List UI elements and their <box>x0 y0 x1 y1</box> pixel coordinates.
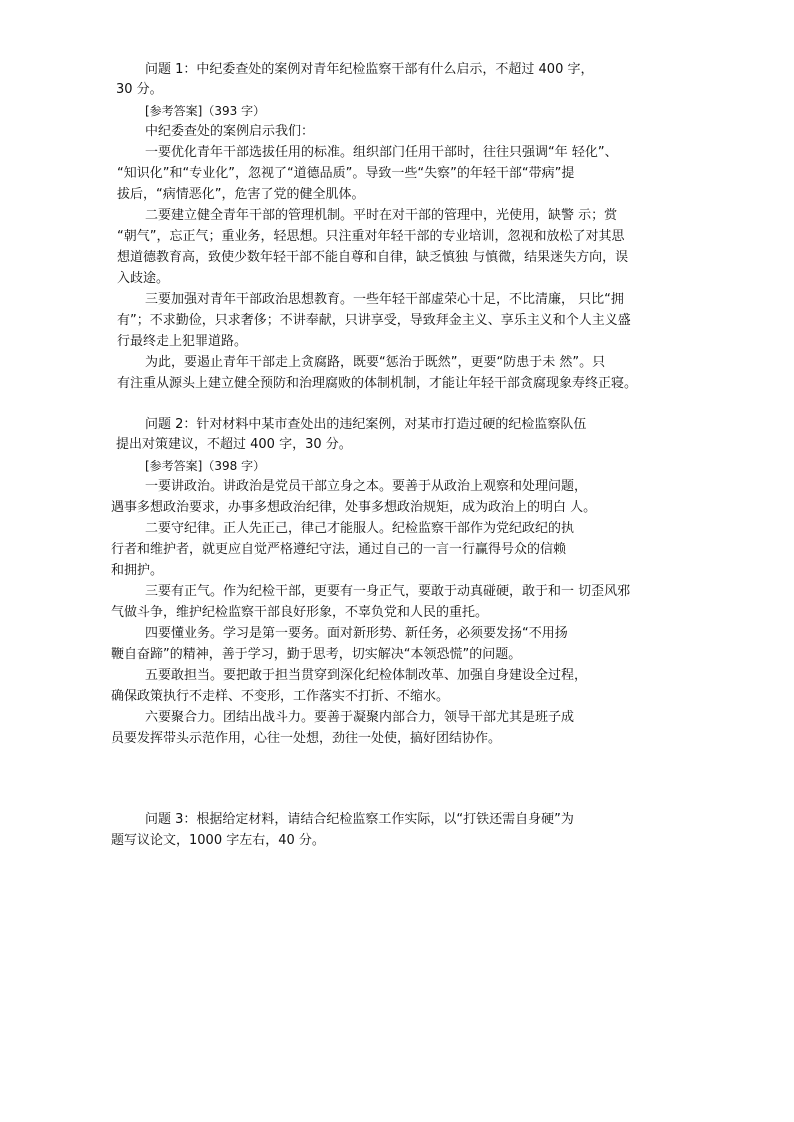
q2-answer-label: [参考答案]（398 字） <box>145 459 266 473</box>
q1-body-line-11: 行最终走上犯罪道路。 <box>117 334 248 349</box>
q1-body-line-10: 有”；不求勤俭，只求奢侈；不讲奉献，只讲享受，导致拜金主义、享乐主义和个人主义盛 <box>117 313 631 328</box>
q2-title-line-1: 问题 2：针对材料中某市查处出的违纪案例，对某市打造过硬的纪检监察队伍 <box>145 417 587 432</box>
q2-body-line-10: 五要敢担当。要把敢于担当贯穿到深化纪检体制改革、加强自身建设全过程， <box>145 668 588 683</box>
q2-body-line-5: 和拥护。 <box>111 563 164 578</box>
q2-body-line-1: 一要讲政治。讲政治是党员干部立身之本。要善于从政治上观察和处理问题， <box>145 479 588 494</box>
q1-body-line-4: 拔后，“病情恶化”，危害了党的健全肌体。 <box>117 187 365 202</box>
q1-body-line-1: 中纪委查处的案例启示我们： <box>145 124 315 139</box>
q2-body-line-9: 鞭自奋蹄”的精神，善于学习，勤于思考，切实解决“本领恐慌”的问题。 <box>111 647 522 662</box>
q2-body-line-2: 遇事多想政治要求，办事多想政治纪律，处事多想政治规矩，成为政治上的明白 人。 <box>111 500 597 515</box>
q1-body-line-2: 一要优化青年干部选拔任用的标准。组织部门任用干部时，往往只强调“年 轻化”、 <box>145 145 618 160</box>
q2-body-line-3: 二要守纪律。正人先正己，律己才能服人。纪检监察干部作为党纪政纪的执 <box>145 521 575 536</box>
q1-body-line-7: 想道德教育高，致使少数年轻干部不能自尊和自律，缺乏慎独 与慎微，结果迷失方向，误 <box>117 250 629 265</box>
q1-body-line-3: “知识化”和“专业化”，忽视了“道德品质”。导致一些“失察”的年轻干部“带病”提 <box>117 166 575 181</box>
q2-body-line-12: 六要聚合力。团结出战斗力。要善于凝聚内部合力，领导干部尤其是班子成 <box>145 710 575 725</box>
q1-body-line-5: 二要建立健全青年干部的管理机制。平时在对干部的管理中，光使用，缺警 示；赏 <box>145 208 618 223</box>
q2-body-line-8: 四要懂业务。学习是第一要务。面对新形势、新任务，必须要发扬“不用扬 <box>145 626 568 641</box>
q1-body-line-6: “朝气”，忘正气；重业务，轻思想。只注重对年轻干部的专业培训，忽视和放松了对其思 <box>117 229 625 244</box>
q2-title-line-2: 提出对策建议，不超过 400 字，30 分。 <box>116 437 352 452</box>
q1-answer-label: [参考答案]（393 字） <box>145 104 266 118</box>
q1-body-line-8: 入歧途。 <box>117 271 170 286</box>
q2-body-line-7: 气做斗争，维护纪检监察干部良好形象，不辜负党和人民的重托。 <box>111 605 489 620</box>
q3-title-line-2: 题写议论文，1000 字左右，40 分。 <box>111 833 325 848</box>
q1-title-line-2: 30 分。 <box>116 82 163 97</box>
q1-title-line-1: 问题 1：中纪委查处的案例对青年纪检监察干部有什么启示，不超过 400 字， <box>145 62 594 77</box>
q1-body-line-9: 三要加强对青年干部政治思想教育。一些年轻干部虚荣心十足，不比清廉， 只比“拥 <box>145 292 624 307</box>
q2-body-line-13: 员要发挥带头示范作用，心往一处想，劲往一处使，搞好团结协作。 <box>111 731 502 746</box>
q1-body-line-12: 为此，要遏止青年干部走上贪腐路，既要“惩治于既然”，更要“防患于未 然”。只 <box>145 355 606 370</box>
q2-body-line-11: 确保政策执行不走样、不变形，工作落实不打折、不缩水。 <box>111 689 450 704</box>
q1-body-line-13: 有注重从源头上建立健全预防和治理腐败的体制机制，才能让年轻干部贪腐现象寿终正寝。 <box>117 376 638 391</box>
q2-body-line-6: 三要有正气。作为纪检干部，更要有一身正气，要敢于动真碰硬，敢于和一 切歪风邪 <box>145 584 631 599</box>
q2-body-line-4: 行者和维护者，就更应自觉严格遵纪守法，通过自己的一言一行赢得号众的信赖 <box>111 542 567 557</box>
q3-title-line-1: 问题 3：根据给定材料，请结合纪检监察工作实际，以“打铁还需自身硬”为 <box>145 812 574 827</box>
